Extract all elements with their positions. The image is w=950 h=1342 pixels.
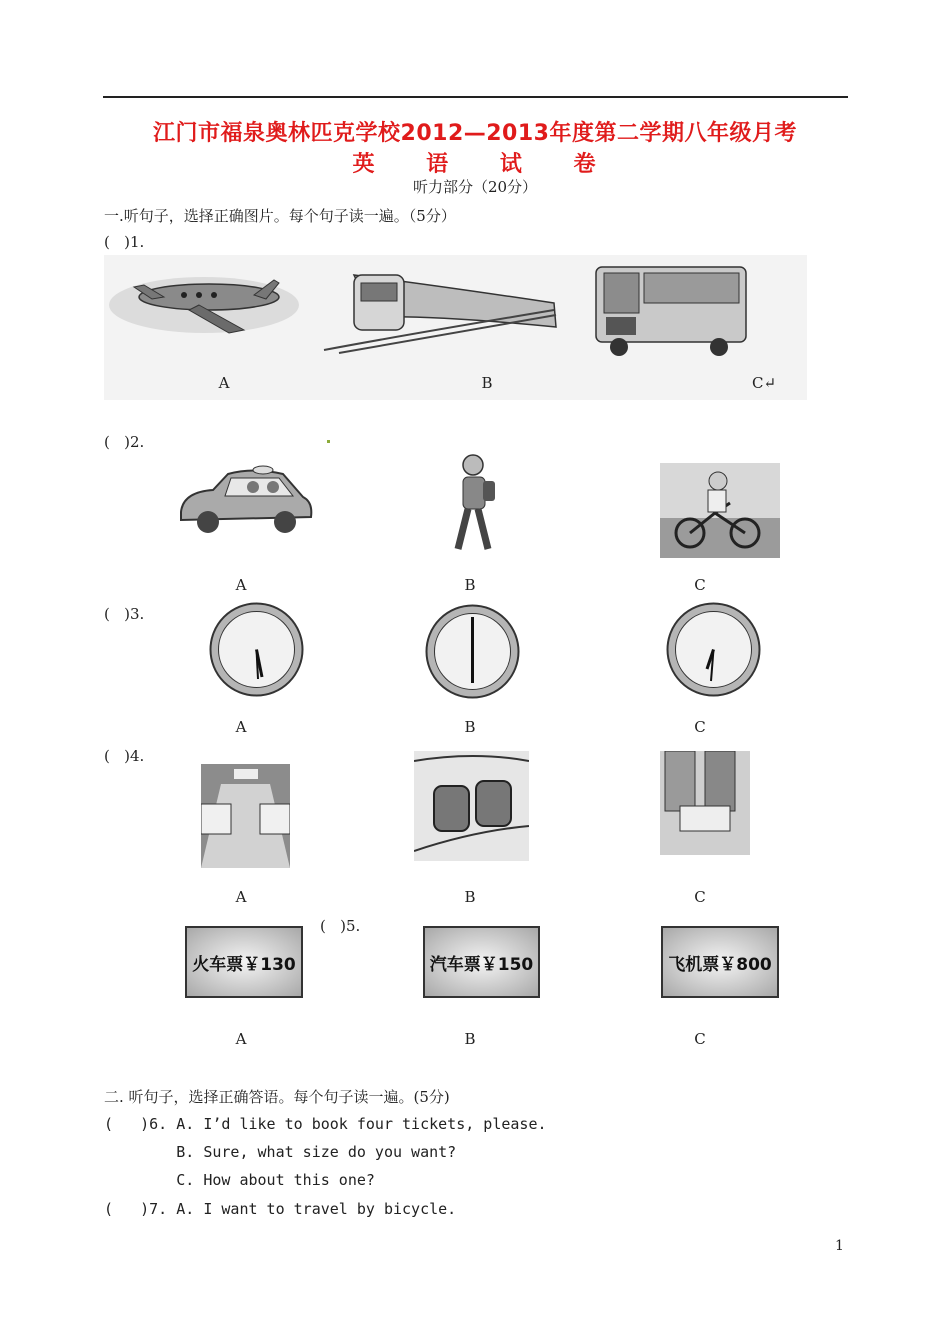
question-4: ( )4.: [104, 747, 145, 765]
q1-label-b: B: [481, 374, 493, 392]
seats-icon: [414, 751, 529, 861]
question-6-option-c: C. How about this one?: [104, 1171, 375, 1189]
ticket-bus: 汽车票￥150: [423, 926, 540, 998]
cabin-icon: [660, 751, 750, 855]
clock-icon: [665, 601, 762, 698]
airplane-icon: [109, 277, 299, 333]
listening-heading: 听力部分（20分）: [412, 178, 538, 196]
question-6-option-b: B. Sure, what size do you want?: [104, 1143, 457, 1161]
q3-label-a: A: [235, 718, 247, 736]
q1-label-a: A: [218, 374, 230, 392]
section1-heading: 一.听句子，选择正确图片。每个句子读一遍。（5分）: [104, 207, 456, 225]
exam-subtitle: 英 语 试 卷: [352, 152, 618, 177]
header-rule: [103, 96, 848, 98]
q2-label-c: C: [694, 576, 706, 594]
ticket-train: 火车票￥130: [185, 926, 303, 998]
q2-label-b: B: [464, 576, 476, 594]
clock-icon: [208, 601, 305, 698]
q2-label-a: A: [235, 576, 247, 594]
question-3: ( )3.: [104, 605, 145, 623]
train-icon: [324, 275, 556, 353]
question-6: ( )6. A. I’d like to book four tickets, please.: [104, 1115, 547, 1133]
exam-title: 江门市福泉奥林匹克学校2012—2013年度第二学期八年级月考: [153, 121, 797, 146]
q3-label-c: C: [694, 718, 706, 736]
stray-dot: [327, 440, 330, 443]
ticket-plane: 飞机票￥800: [661, 926, 779, 998]
q5-label-c: C: [694, 1030, 706, 1048]
walking-boy-icon: [448, 451, 503, 556]
bicycle-rider-icon: [660, 463, 780, 558]
q5-label-a: A: [235, 1030, 247, 1048]
q4-label-a: A: [235, 888, 247, 906]
question-7: ( )7. A. I want to travel by bicycle.: [104, 1200, 457, 1218]
q3-label-b: B: [464, 718, 476, 736]
clock-icon: [424, 603, 521, 700]
q4-label-b: B: [464, 888, 476, 906]
q5-label-b: B: [464, 1030, 476, 1048]
question-1: ( )1.: [104, 233, 145, 251]
car-icon: [173, 462, 315, 542]
page-number: 1: [835, 1238, 844, 1254]
q4-label-c: C: [694, 888, 706, 906]
sleeper-berth-icon: [201, 764, 290, 868]
question-5: ( )5.: [320, 917, 361, 935]
bus-icon: [596, 267, 746, 356]
q1-label-c: C↵: [751, 374, 777, 392]
question-2: ( )2.: [104, 433, 145, 451]
section2-heading: 二. 听句子，选择正确答语。每个句子读一遍。(5分): [104, 1088, 450, 1106]
